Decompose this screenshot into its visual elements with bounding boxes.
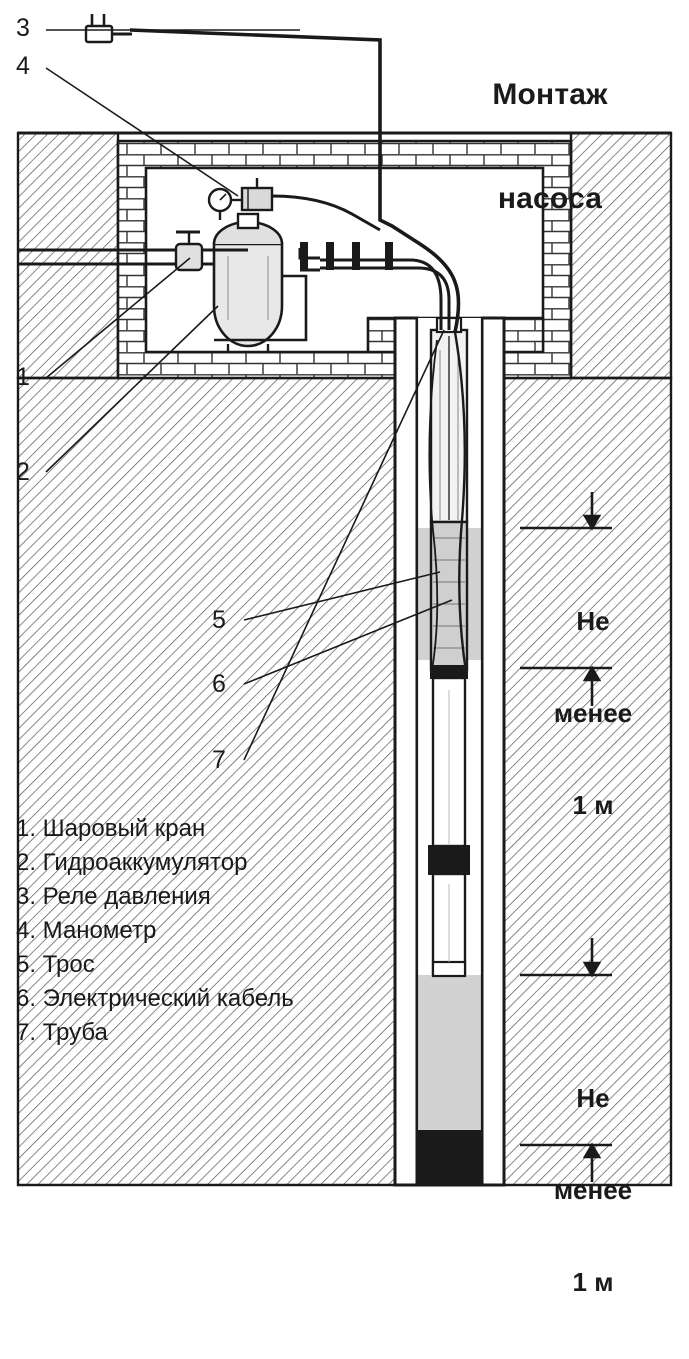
dimension-upper-line3: 1 м: [572, 790, 614, 821]
callout-4: 4: [16, 52, 30, 80]
legend-item-7: 7. Труба: [16, 1019, 108, 1047]
legend-item-5: 5. Трос: [16, 951, 95, 979]
legend-item-3: 3. Реле давления: [16, 883, 211, 911]
power-plug-icon: [86, 14, 132, 42]
page-title-line2: насоса: [497, 181, 603, 215]
callout-2: 2: [16, 458, 30, 486]
dimension-upper: [528, 545, 658, 882]
page-title: [430, 8, 670, 286]
legend-item-1: 1. Шаровый кран: [16, 815, 206, 842]
dimension-lower-line3: 1 м: [572, 1267, 614, 1298]
dimension-upper-line1: Не: [576, 606, 610, 637]
dimension-lower-line1: Не: [576, 1083, 610, 1114]
callout-5: 5: [212, 606, 226, 634]
callout-3: 3: [16, 14, 30, 42]
legend-item-4: 4. Манометр: [16, 917, 157, 945]
legend-item-2: 2. Гидроаккумулятор: [16, 849, 248, 877]
page-title-line1: Монтаж: [492, 77, 608, 111]
legend-item-6: 6. Электрический кабель: [16, 985, 294, 1013]
callout-1: 1: [16, 363, 30, 391]
legend-list: [16, 812, 294, 1051]
dimension-lower-line2: менее: [553, 1175, 633, 1206]
dimension-upper-line2: менее: [553, 698, 633, 729]
callout-7: 7: [212, 746, 226, 774]
dimension-lower: [528, 1022, 658, 1359]
callout-6: 6: [212, 670, 226, 698]
